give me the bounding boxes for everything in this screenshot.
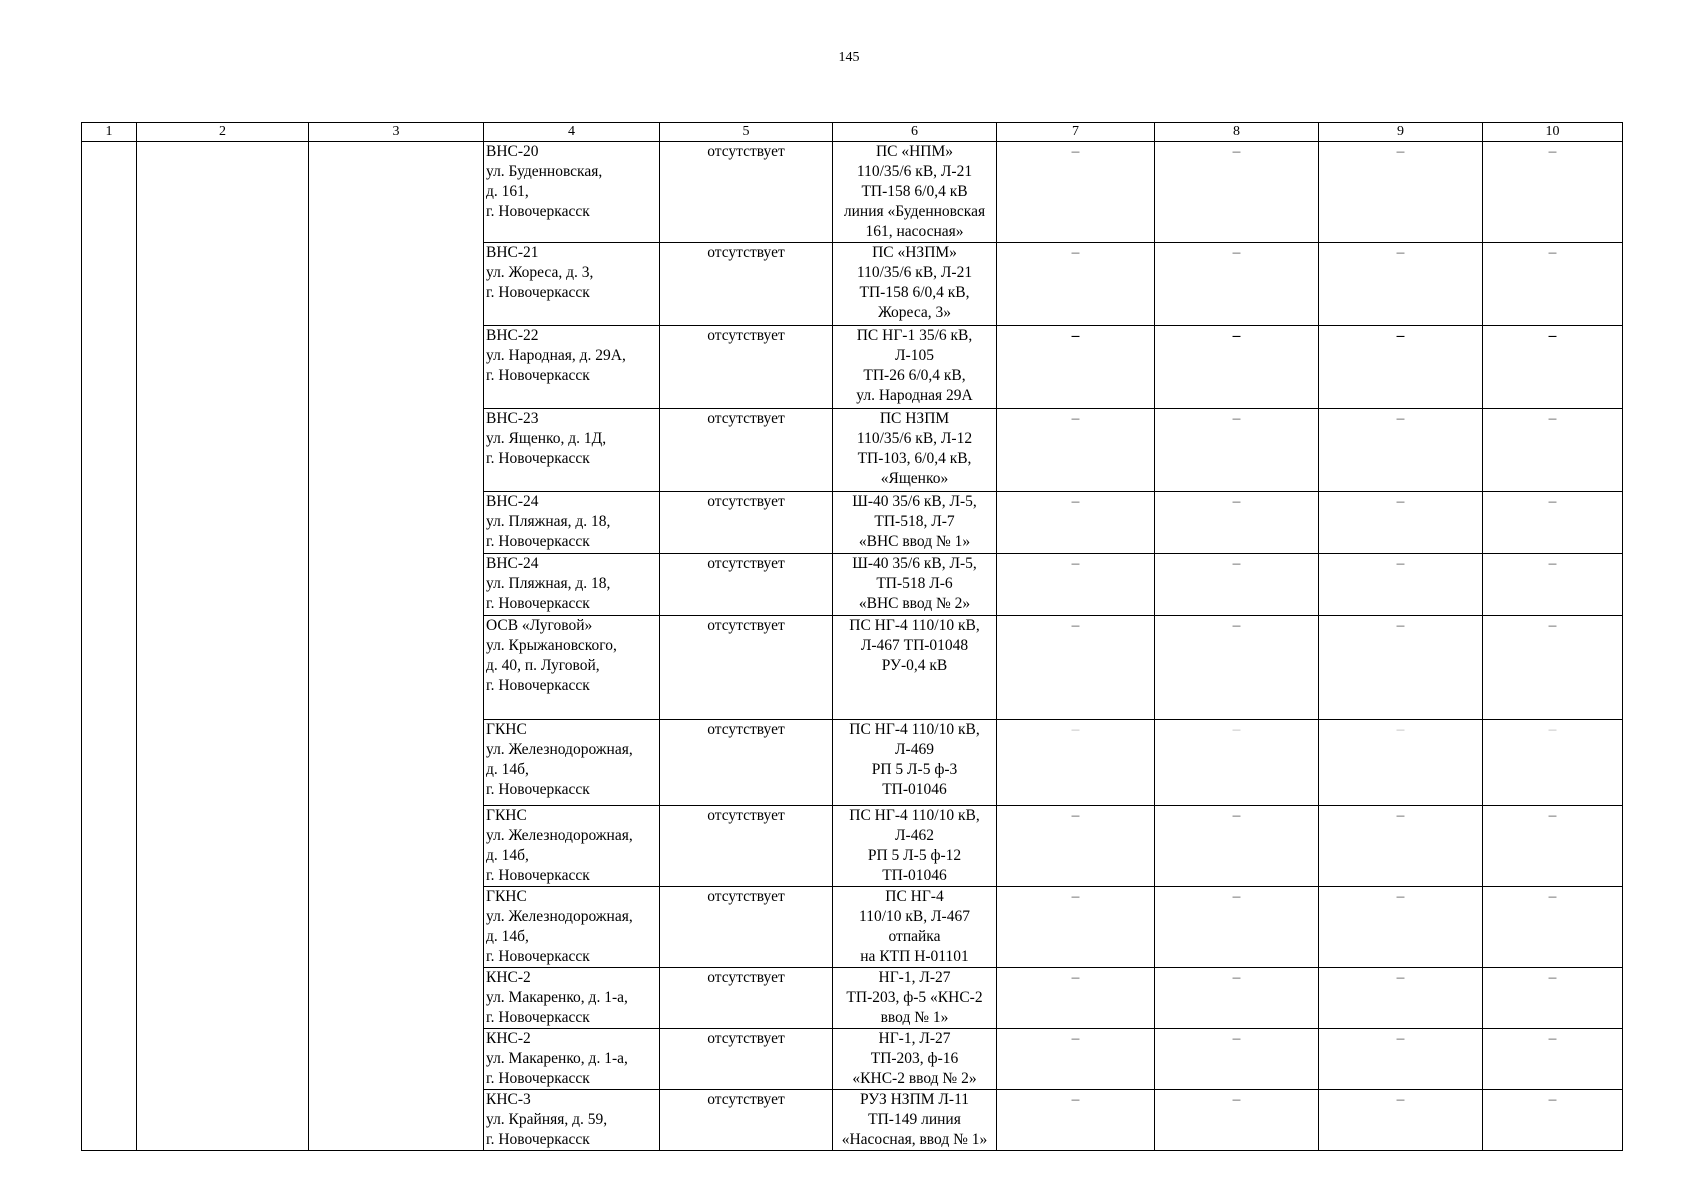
dash-cell: – [997,492,1155,554]
dash-cell: – [997,554,1155,616]
merged-cell-col-2 [137,142,309,1151]
dash-cell: – [1319,968,1483,1029]
object-cell: ГКНС ул. Железнодорожная, д. 14б, г. Новочеркасск [484,720,660,806]
dash-cell: – [1155,1090,1319,1151]
object-cell: ВНС-22 ул. Народная, д. 29А, г. Новочеркасск [484,326,660,409]
object-cell: ВНС-23 ул. Ященко, д. 1Д, г. Новочеркасск [484,409,660,492]
dash-cell: – [1319,326,1483,409]
object-cell: КНС-2 ул. Макаренко, д. 1-а, г. Новочеркасск [484,968,660,1029]
object-cell: ОСВ «Луговой» ул. Крыжановского, д. 40, п. Луговой, г. Новочеркасск [484,616,660,720]
dash-cell: – [997,806,1155,887]
dash-cell: – [997,1090,1155,1151]
dash-cell: – [1155,492,1319,554]
dash-cell: – [997,616,1155,720]
supply-cell: ПС «НПМ» 110/35/6 кВ, Л-21 ТП-158 6/0,4 кВ линия «Буденновская 161, насосная» [833,142,997,243]
dash-cell: – [1155,968,1319,1029]
dash-cell: – [1319,142,1483,243]
table-row [82,142,1623,243]
dash-cell: – [1319,554,1483,616]
dash-cell: – [1319,720,1483,806]
dash-cell: – [997,243,1155,326]
dash-cell: – [1483,616,1623,720]
status-cell: отсутствует [660,968,833,1029]
dash-cell: – [1483,887,1623,968]
status-cell: отсутствует [660,243,833,326]
document-table [81,122,1623,1151]
dash-cell: – [1155,887,1319,968]
dash-cell: – [1319,887,1483,968]
supply-cell: ПС «НЗПМ» 110/35/6 кВ, Л-21 ТП-158 6/0,4 кВ, Жореса, 3» [833,243,997,326]
dash-cell: – [997,326,1155,409]
supply-cell: НГ-1, Л-27 ТП-203, ф-5 «КНС-2 ввод № 1» [833,968,997,1029]
dash-cell: – [997,968,1155,1029]
column-header: 10 [1483,123,1623,142]
supply-cell: ПС НЗПМ 110/35/6 кВ, Л-12 ТП-103, 6/0,4 кВ, «Ященко» [833,409,997,492]
column-header: 2 [137,123,309,142]
supply-cell: ПС НГ-4 110/10 кВ, Л-467 отпайка на КТП Н-01101 [833,887,997,968]
dash-cell: – [1155,409,1319,492]
dash-cell: – [1155,806,1319,887]
column-header: 5 [660,123,833,142]
column-header: 3 [309,123,484,142]
dash-cell: – [1155,142,1319,243]
status-cell: отсутствует [660,142,833,243]
dash-cell: – [1319,806,1483,887]
supply-cell: НГ-1, Л-27 ТП-203, ф-16 «КНС-2 ввод № 2» [833,1029,997,1090]
object-cell: ГКНС ул. Железнодорожная, д. 14б, г. Новочеркасск [484,887,660,968]
merged-cell-col-1 [82,142,137,1151]
status-cell: отсутствует [660,1029,833,1090]
dash-cell: – [1483,492,1623,554]
status-cell: отсутствует [660,616,833,720]
supply-cell: Ш-40 35/6 кВ, Л-5, ТП-518, Л-7 «ВНС ввод № 1» [833,492,997,554]
merged-cell-col-3 [309,142,484,1151]
column-header: 6 [833,123,997,142]
column-header: 1 [82,123,137,142]
column-header: 7 [997,123,1155,142]
dash-cell: – [1319,409,1483,492]
dash-cell: – [1319,243,1483,326]
dash-cell: – [1483,326,1623,409]
supply-cell: ПС НГ-4 110/10 кВ, Л-469 РП 5 Л-5 ф-3 ТП-01046 [833,720,997,806]
status-cell: отсутствует [660,806,833,887]
column-header: 4 [484,123,660,142]
dash-cell: – [997,409,1155,492]
dash-cell: – [1483,968,1623,1029]
dash-cell: – [1483,1029,1623,1090]
dash-cell: – [1155,243,1319,326]
column-header: 8 [1155,123,1319,142]
supply-cell: ПС НГ-4 110/10 кВ, Л-462 РП 5 Л-5 ф-12 ТП-01046 [833,806,997,887]
status-cell: отсутствует [660,554,833,616]
object-cell: ГКНС ул. Железнодорожная, д. 14б, г. Новочеркасск [484,806,660,887]
dash-cell: – [997,887,1155,968]
dash-cell: – [997,1029,1155,1090]
dash-cell: – [997,142,1155,243]
dash-cell: – [1155,326,1319,409]
dash-cell: – [1483,720,1623,806]
supply-cell: Ш-40 35/6 кВ, Л-5, ТП-518 Л-6 «ВНС ввод № 2» [833,554,997,616]
object-cell: ВНС-21 ул. Жореса, д. 3, г. Новочеркасск [484,243,660,326]
status-cell: отсутствует [660,1090,833,1151]
dash-cell: – [1483,554,1623,616]
object-cell: ВНС-24 ул. Пляжная, д. 18, г. Новочеркасск [484,492,660,554]
supply-cell: ПС НГ-4 110/10 кВ, Л-467 ТП-01048 РУ-0,4 кВ [833,616,997,720]
dash-cell: – [1155,1029,1319,1090]
status-cell: отсутствует [660,326,833,409]
object-cell: КНС-2 ул. Макаренко, д. 1-а, г. Новочеркасск [484,1029,660,1090]
dash-cell: – [1483,142,1623,243]
dash-cell: – [1483,806,1623,887]
dash-cell: – [1155,554,1319,616]
object-cell: ВНС-24 ул. Пляжная, д. 18, г. Новочеркасск [484,554,660,616]
dash-cell: – [1319,1090,1483,1151]
dash-cell: – [1155,720,1319,806]
column-number-row [82,123,1623,142]
dash-cell: – [1155,616,1319,720]
object-cell: ВНС-20 ул. Буденновская, д. 161, г. Новочеркасск [484,142,660,243]
dash-cell: – [1483,409,1623,492]
dash-cell: – [1319,492,1483,554]
object-cell: КНС-3 ул. Крайняя, д. 59, г. Новочеркасск [484,1090,660,1151]
dash-cell: – [1319,1029,1483,1090]
dash-cell: – [1319,616,1483,720]
status-cell: отсутствует [660,409,833,492]
status-cell: отсутствует [660,887,833,968]
supply-cell: ПС НГ-1 35/6 кВ, Л-105 ТП-26 6/0,4 кВ, ул. Народная 29А [833,326,997,409]
page-number: 145 [838,50,860,65]
status-cell: отсутствует [660,720,833,806]
dash-cell: – [1483,1090,1623,1151]
status-cell: отсутствует [660,492,833,554]
supply-cell: РУЗ НЗПМ Л-11 ТП-149 линия «Насосная, ввод № 1» [833,1090,997,1151]
dash-cell: – [997,720,1155,806]
dash-cell: – [1483,243,1623,326]
column-header: 9 [1319,123,1483,142]
